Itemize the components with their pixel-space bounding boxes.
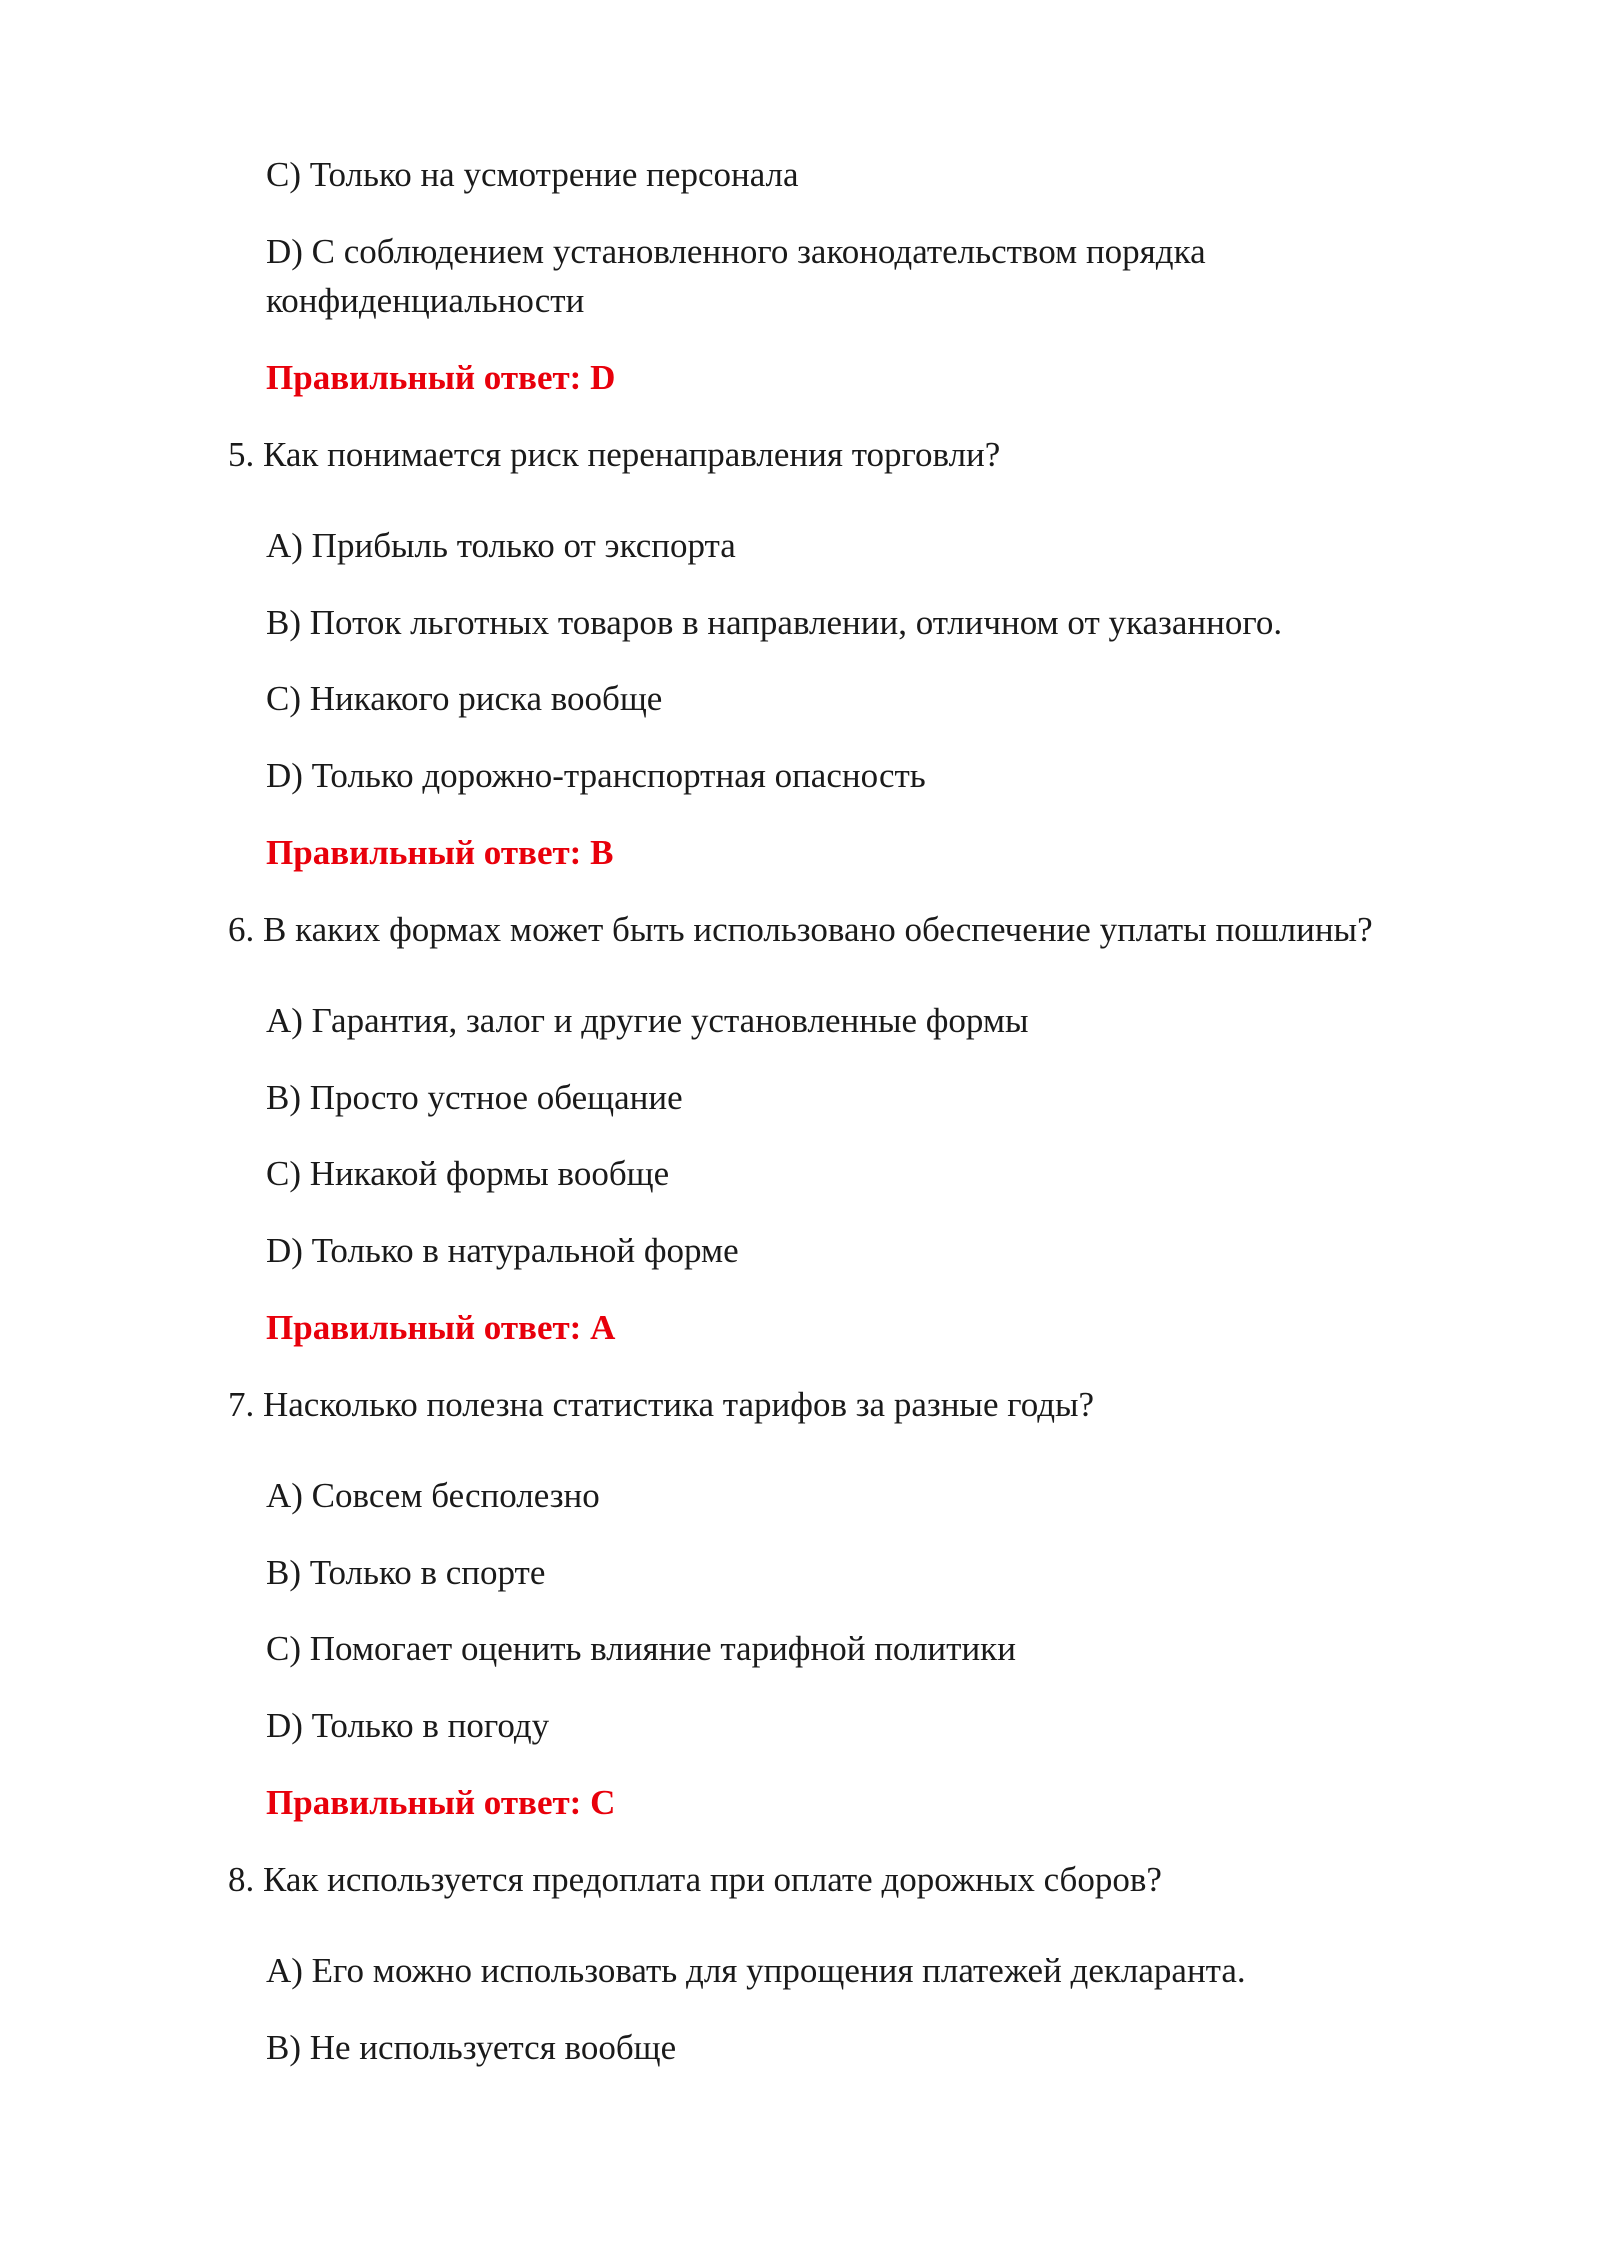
question-7: 7. Насколько полезна статистика тарифов за разные годы? [228,1385,1095,1424]
option-7d: D) Только в погоду [266,1706,550,1745]
option-7a: A) Совсем бесполезно [266,1476,600,1515]
answer-4: Правильный ответ: D [266,358,616,397]
option-4d-continued: конфиденциальности [266,281,585,320]
option-6c: C) Никакой формы вообще [266,1154,670,1193]
question-6: 6. В каких формах может быть использовано обеспечение уплаты пошлины? [228,910,1373,949]
answer-5: Правильный ответ: B [266,833,614,872]
option-8b: B) Не используется вообще [266,2028,677,2067]
option-5a: A) Прибыль только от экспорта [266,526,736,565]
option-6a: A) Гарантия, залог и другие установленные формы [266,1001,1029,1040]
answer-6: Правильный ответ: A [266,1308,616,1347]
question-5: 5. Как понимается риск перенаправления торговли? [228,435,1001,474]
option-6d: D) Только в натуральной форме [266,1231,739,1270]
option-5c: C) Никакого риска вообще [266,679,663,718]
option-8a: A) Его можно использовать для упрощения платежей декларанта. [266,1951,1246,1990]
option-6b: B) Просто устное обещание [266,1078,683,1117]
answer-7: Правильный ответ: C [266,1783,616,1822]
option-7b: B) Только в спорте [266,1553,546,1592]
question-8: 8. Как используется предоплата при оплате дорожных сборов? [228,1860,1162,1899]
option-5b: B) Поток льготных товаров в направлении, отличном от указанного. [266,603,1283,642]
option-7c: C) Помогает оценить влияние тарифной политики [266,1629,1016,1668]
option-4d: D) С соблюдением установленного законодательством порядка [266,232,1206,271]
option-5d: D) Только дорожно-транспортная опасность [266,756,926,795]
option-4c: C) Только на усмотрение персонала [266,155,799,194]
